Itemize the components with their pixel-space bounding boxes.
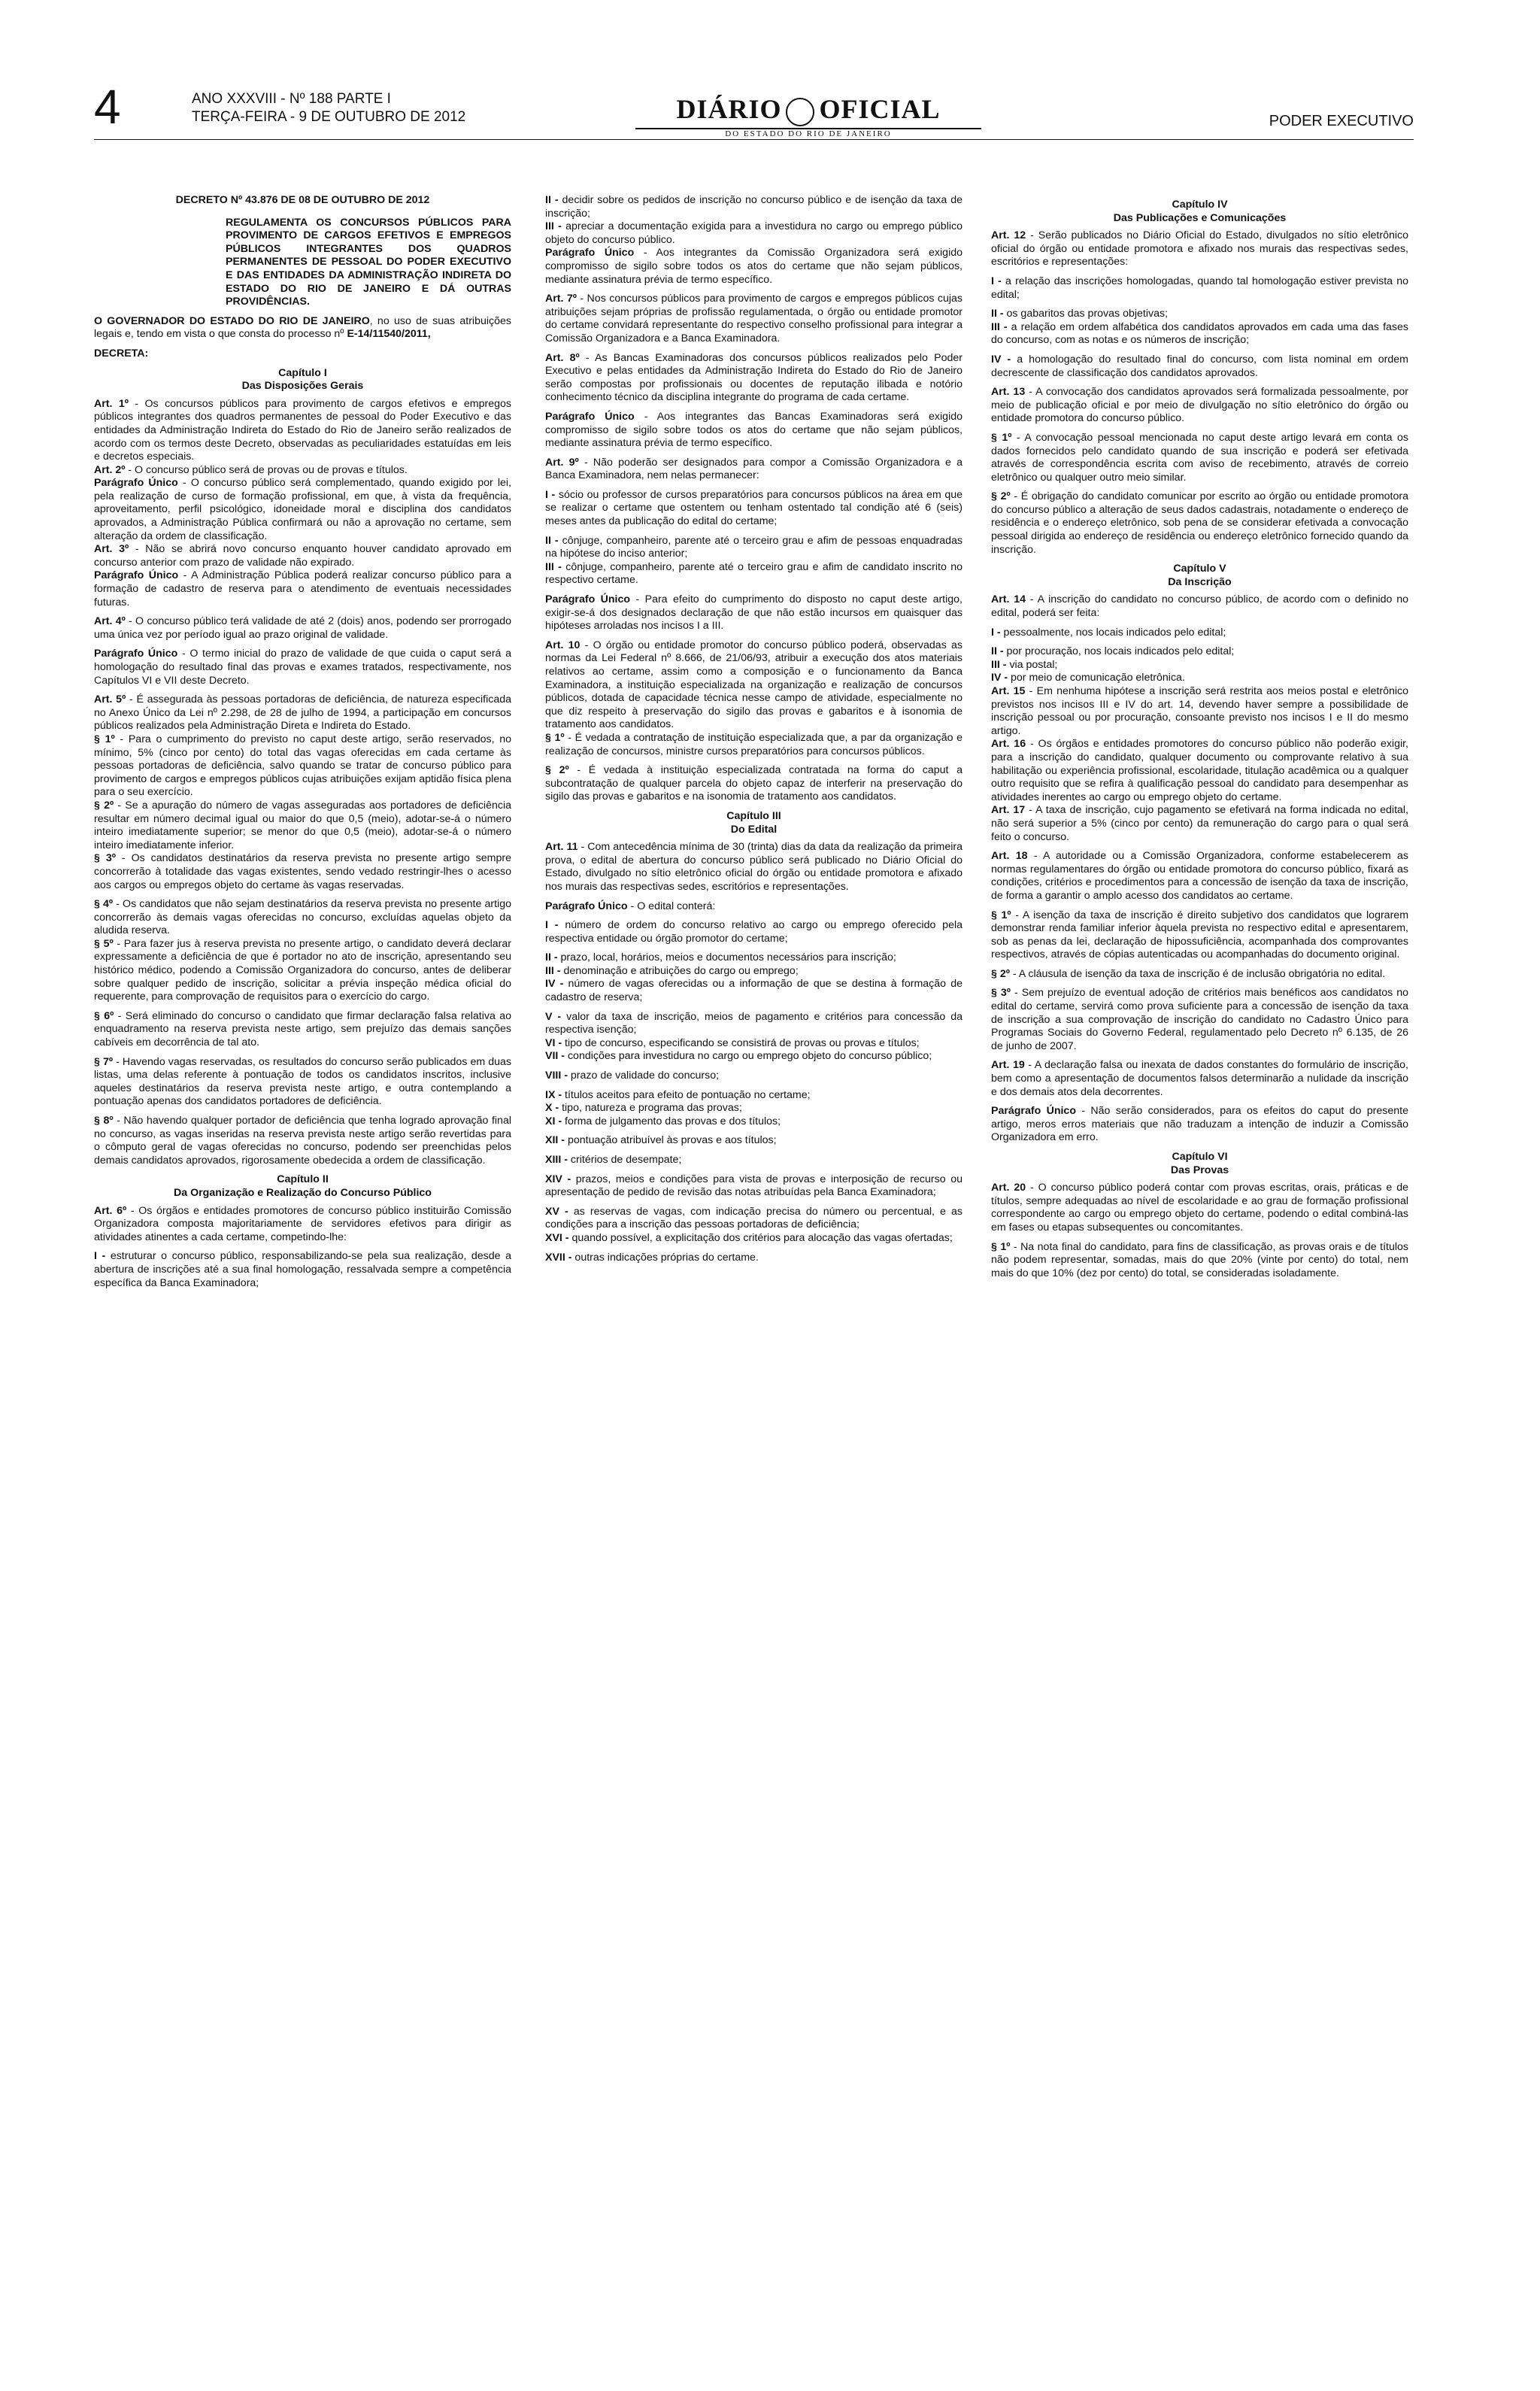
article: Art. 6º - Os órgãos e entidades promotores de concurso público instituirão Comissão Organizadora composta majoritariamente de servidores efetivos para dirigir as atividades atinentes a cada certame, competindo-lhe: xyxy=(94,1204,511,1243)
paragraph: § 1º - A isenção da taxa de inscrição é direito subjetivo dos candidatos que lograrem demonstrar renda familiar inferior àquela prevista no respectivo edital e apresentarem, sob as penas da lei, declaração de hipossuficiência, acompanhada dos comprovantes respectivos, através de cópias autenticadas ou acompanhadas do documento original. xyxy=(991,909,1409,961)
item: I - a relação das inscrições homologadas, quando tal homologação estiver prevista no edital; xyxy=(991,275,1408,301)
paragraph: § 2º - É obrigação do candidato comunicar por escrito ao órgão ou entidade promotora do concurso público a alteração de seus dados cadastrais, notadamente o endereço de residência e o endereço eletrônico, sob pena de se considerar efetivada a convocação pessoal dirigida ao endereço de residência ou endereço eletrônico fornecido quando da inscrição. xyxy=(991,490,1408,556)
paragraph: § 5º - Para fazer jus à reserva prevista no presente artigo, o candidato deverá declarar expressamente a deficiência de que é portador no ato de inscrição, apresentando seu histórico médico, podendo a Comissão Organizadora do concurso, antes de deliberar sobre qualquer pedido de inscrição, solicitar a prévia inspeção médica oficial do requerente, para comprovação de requisitos para o exercício do cargo. xyxy=(94,937,511,1003)
item: XIV - prazos, meios e condições para vista de provas e interposição de recurso ou apresentação de pedido de revisão das notas atribuídas pela Banca Examinadora; xyxy=(545,1173,962,1199)
article: Art. 8º - As Bancas Examinadoras dos concursos públicos realizados pelo Poder Executivo e pelas entidades da Administração Indireta do Estado do Rio de Janeiro serão compostas por profissionais ou docentes de reputação ilibada e notório conhecimento técnico da disciplina integrante do programa de cada certame. xyxy=(545,351,962,404)
chapter-heading: Capítulo IV Das Publicações e Comunicações xyxy=(1113,199,1287,224)
paragraph: Parágrafo Único - O edital conterá: xyxy=(545,900,716,912)
state-seal-icon xyxy=(786,98,814,126)
article: Art. 20 - O concurso público poderá contar com provas escritas, orais, práticas e de títulos, sempre adequadas ao nível de escolaridade e ao grau de formação profissional correspondente ao cargo ou emprego objeto do certame, podendo o edital combiná-las em fases ou etapas subsequentes ou concomitantes. xyxy=(991,1182,1409,1233)
column-2 xyxy=(545,194,962,1270)
article: Art. 12 - Serão publicados no Diário Oficial do Estado, divulgados no sítio eletrônico oficial do órgão ou entidade promotora e afixado nos murais das respectivas sedes, escritórios e representações: xyxy=(991,229,1409,269)
section-name: PODER EXECUTIVO xyxy=(1269,113,1414,129)
paragraph: § 3º - Sem prejuízo de eventual adoção de critérios mais benéficos aos candidatos no edital do certame, servirá como prova suficiente para a concessão de isenção da taxa de inscrição a sua comprovação de inscrição do candidato no Cadastro Único para Programas Sociais do Governo Federal, regulamentado pelo Decreto nº 6.135, de 26 de junho de 2007. xyxy=(991,987,1408,1052)
item: XVI - quando possível, a explicitação dos critérios para alocação das vagas ofertadas; xyxy=(545,1231,953,1244)
item: IV - por meio de comunicação eletrônica. xyxy=(991,672,1185,684)
item: XVII - outras indicações próprias do certame. xyxy=(545,1251,759,1264)
article: Art. 15 - Em nenhuma hipótese a inscrição será restrita aos meios postal e eletrônico previstos nos incisos III e IV do art. 14, devendo haver sempre a possibilidade de inscrição pessoal ou por procuração, consoante previsto nos incisos I e II do mesmo artigo. xyxy=(991,685,1409,737)
paragraph: Parágrafo Único - Não serão considerados, para os efeitos do caput do presente artigo, meros erros materiais que não traduzam a intenção de induzir a Comissão Organizadora em erro. xyxy=(991,1105,1409,1144)
item: I - estruturar o concurso público, responsabilizando-se pela sua realização, desde a abertura de inscrições até a sua final homologação, ressalvada sempre a competência específica da Banca Examinadora; xyxy=(94,1250,512,1289)
item: V - valor da taxa de inscrição, meios de pagamento e critérios para concessão da respectiva isenção; xyxy=(545,1010,962,1036)
item: IV - a homologação do resultado final do concurso, com lista nominal em ordem decrescente de classificação dos candidatos aprovados. xyxy=(991,353,1408,379)
item: II - os gabaritos das provas objetivas; xyxy=(991,308,1169,320)
item: I - pessoalmente, nos locais indicados pelo edital; xyxy=(991,626,1226,639)
paragraph: § 7º - Havendo vagas reservadas, os resultados do concurso serão publicados em duas listas, uma delas referente à pontuação de todos os candidatos inscritos, inclusive aqueles destinatários da reserva prevista neste artigo, e outra contemplando a pontuação apenas dos candidatos portadores de deficiência. xyxy=(94,1055,512,1108)
item: II - decidir sobre os pedidos de inscrição no concurso público e de isenção da taxa de inscrição; xyxy=(545,194,962,220)
decree-title: DECRETO Nº 43.876 DE 08 DE OUTUBRO DE 2012 xyxy=(175,194,430,206)
item: II - cônjuge, companheiro, parente até o terceiro grau e afim de pessoas enquadradas na hipótese do inciso anterior; xyxy=(545,534,962,560)
item: III - a relação em ordem alfabética dos candidatos aprovados em cada uma das fases do concurso, com as notas e os números de inscrição; xyxy=(991,320,1408,347)
paragraph: Parágrafo Único - A Administração Pública poderá realizar concurso público para a formação de cadastro de reserva para o atendimento de eventuais necessidades futuras. xyxy=(94,569,511,608)
page-number: 4 xyxy=(94,80,121,134)
paragraph: § 2º - Se a apuração do número de vagas asseguradas aos portadores de deficiência resultar em número decimal igual ou maior do que 0,5 (meio), adotar-se-á o número inteiro imediatamente superior; se menor do que 0,5 (meio), adotar-se-á o número inteiro imediatamente inferior. xyxy=(94,799,512,851)
article: Art. 11 - Com antecedência mínima de 30 (trinta) dias da data da realização da primeira prova, o edital de abertura do concurso público será publicado no Diário Oficial do Estado, divulgado no sítio eletrônico oficial do órgão ou entidade promotora e afixado nos murais das respectivas sedes, escritórios e representações. xyxy=(545,841,962,893)
article: Art. 18 - A autoridade ou a Comissão Organizadora, conforme estabelecerem as normas regulamentares do órgão ou entidade promotora do concurso público, fixará as condições, critérios e procedimentos para a concessão de isenção da taxa de inscrição, de forma a garantir o amplo acesso dos candidatos ao certame. xyxy=(991,850,1409,902)
issue-line: ANO XXXVIII - Nº 188 PARTE I xyxy=(192,91,391,107)
paragraph: § 1º - A convocação pessoal mencionada no caput deste artigo levará em conta os dados fornecidos pelo candidato quando de sua inscrição e poderá ser efetivada através de correspondência escrita com aviso de recebimento, através de correio eletrônico ou qualquer outro meio similar. xyxy=(991,431,1408,484)
paragraph: Parágrafo Único - Aos integrantes das Bancas Examinadoras será exigido compromisso de sigilo sobre todos os atos do certame que não sejam públicos, mediante assinatura prévia de termo específico. xyxy=(545,410,962,450)
date-line: TERÇA-FEIRA - 9 DE OUTUBRO DE 2012 xyxy=(192,109,466,125)
article: Art. 5º - É assegurada às pessoas portadoras de deficiência, de natureza especificada no Anexo Único da Lei nº 2.298, de 28 de julho de 1994, a participação em concursos públicos realizados pela Administração Direta e Indireta do Estado. xyxy=(94,693,511,733)
decree-summary: REGULAMENTA OS CONCURSOS PÚBLICOS PARA PROVIMENTO DE CARGOS EFETIVOS E EMPREGOS PÚBLICOS INTEGRANTES DOS QUADROS PERMANENTES DE PESSOAL DO PODER EXECUTIVO E DAS ENTIDADES DA ADMINISTRAÇÃO INDIRETA DO ESTADO DO RIO DE JANEIRO E DÁ OUTRAS PROVIDÊNCIAS. xyxy=(226,216,511,308)
item: I - sócio ou professor de cursos preparatórios para concursos públicos na área em que se realizar o certame que ostentem ou tenham ostentado tal condição até 6 (seis) meses antes da publicação do edital do certame; xyxy=(545,488,962,528)
item: III - via postal; xyxy=(991,658,1058,671)
logo-subtitle: DO ESTADO DO RIO DE JANEIRO xyxy=(635,128,981,138)
chapter-heading: Capítulo III Do Edital xyxy=(726,809,781,836)
article: Art. 19 - A declaração falsa ou inexata de dados constantes do formulário de inscrição, bem como a apresentação de documentos falsos determinarão a nulidade da inscrição e dos demais atos dela decorrentes. xyxy=(991,1059,1408,1098)
article: Art. 4º - O concurso público terá validade de até 2 (dois) anos, podendo ser prorrogado uma única vez por período igual ao prazo original de validade. xyxy=(94,615,511,641)
item: VII - condições para investidura no cargo ou emprego objeto do concurso público; xyxy=(545,1050,932,1063)
article: Art. 7º - Nos concursos públicos para provimento de cargos e empregos públicos cujas atribuições sejam próprias de profissão regulamentada, o órgão ou entidade promotor do certame convidará representante do respectivo conselho profissional para integrar a Comissão Organizadora e a Banca Examinadora. xyxy=(545,293,962,344)
article: Art. 10 - O órgão ou entidade promotor do concurso público poderá, observadas as normas da Lei Federal nº 8.666, de 21/06/93, atribuir a execução dos atos materiais relativos ao certame, assim como a composição e o funcionamento da Banca Examinadora, a instituição especializada na organização e realização de concursos públicos, dotada de capacidade técnica nesse campo de atividade, especialmente no que diz respeito à preservação do sigilo das provas e gabaritos e à isonomia de tratamento aos candidatos. xyxy=(545,639,963,731)
item: X - tipo, natureza e programa das provas; xyxy=(545,1102,742,1115)
paragraph: § 4º - Os candidatos que não sejam destinatários da reserva prevista no presente artigo concorrerão às demais vagas oferecidas no concurso, excluídas aquelas objeto da aludida reserva. xyxy=(94,898,511,937)
article: Art. 17 - A taxa de inscrição, cujo pagamento se efetivará na forma indicada no edital, não será superior a 5% (cinco por cento) da remuneração do cargo para o qual será feito o concurso. xyxy=(991,804,1409,843)
paragraph: § 3º - Os candidatos destinatários da reserva prevista no presente artigo sempre concorrerão à totalidade das vagas existentes, sendo vedado restringir-lhes o acesso aos cargos ou empregos objeto do certame às vagas reservadas. xyxy=(94,852,512,891)
article: Art. 2º - O concurso público será de provas ou de provas e títulos. xyxy=(94,463,408,476)
article: Art. 3º - Não se abrirá novo concurso enquanto houver candidato aprovado em concurso anterior com prazo de validade não expirado. xyxy=(94,543,512,569)
item: VIII - prazo de validade do concurso; xyxy=(545,1070,720,1082)
paragraph: Parágrafo Único - Para efeito do cumprimento do disposto no caput deste artigo, exigir-se-á dos designados declaração de que não estão incursos em quaisquer das hipóteses arroladas nos incisos I a III. xyxy=(545,593,962,633)
item: IX - títulos aceitos para efeito de pontuação no certame; xyxy=(545,1088,811,1101)
issue-info xyxy=(192,90,465,126)
chapter-heading: Capítulo II Da Organização e Realização do Concurso Público xyxy=(174,1173,432,1199)
article: Art. 14 - A inscrição do candidato no concurso público, de acordo com o definido no edital, poderá ser feita: xyxy=(991,593,1409,620)
article: Art. 9º - Não poderão ser designados para compor a Comissão Organizadora e a Banca Examinadora, nem nelas permanecer: xyxy=(545,456,962,482)
paragraph: § 6º - Será eliminado do concurso o candidato que firmar declaração falsa relativa ao enquadramento na reserva prevista neste artigo, sem prejuízo das demais sanções cabíveis em decorrência de tal ato. xyxy=(94,1009,511,1049)
item: III - apreciar a documentação exigida para a investidura no cargo ou emprego público objeto do concurso público. xyxy=(545,220,962,246)
paragraph: § 1º - Para o cumprimento do previsto no caput deste artigo, serão reservados, no mínimo, 5% (cinco por cento) do total das vagas oferecidas em cada certame às pessoas portadoras de deficiência, salvo quando se tratar de concurso público para provimento de cargos e empregos públicos cujas atribuições exijam aptidão física plena para o seu exercício. xyxy=(94,733,512,799)
chapter-heading: Capítulo VI Das Provas xyxy=(1170,1151,1229,1176)
paragraph: § 1º - Na nota final do candidato, para fins de classificação, as provas orais e de títulos não podem representar, somadas, mais do que 20% (vinte por cento) do total, nem mais do que 10% (dez por cento) do total, se consideradas isoladamente. xyxy=(991,1240,1408,1279)
item: III - cônjuge, companheiro, parente até o terceiro grau e afim de candidato inscrito no respectivo certame. xyxy=(545,560,962,587)
item: XII - pontuação atribuível às provas e aos títulos; xyxy=(545,1134,777,1147)
article: Art. 1º - Os concursos públicos para provimento de cargos efetivos e empregos públicos integrantes dos quadros permanentes de pessoal do Poder Executivo e das entidades da Administração Indireta do Estado do Rio de Janeiro serão realizados de acordo com os termos deste Decreto, observadas as peculiaridades estatuídas em leis e decretos especiais. xyxy=(94,397,511,463)
column-1 xyxy=(94,194,511,1296)
paragraph: Parágrafo Único - O concurso público será complementado, quando exigido por lei, pela realização de curso de formação profissional, em que, à vista da frequência, aproveitamento, perfil psicológico, idoneidade moral e disciplina dos candidatos aprovados, a Administração Pública confirmará ou não a aprovação no certame, sem alteração da ordem de classificação. xyxy=(94,477,511,542)
decreta: DECRETA: xyxy=(94,347,149,360)
item: IV - número de vagas oferecidas ou a informação de que se destina à formação de cadastro de reserva; xyxy=(545,978,962,1004)
item: XI - forma de julgamento das provas e dos títulos; xyxy=(545,1115,781,1127)
header-rule xyxy=(94,139,1414,140)
paragraph: § 2º - A cláusula de isenção da taxa de inscrição é de inclusão obrigatória no edital. xyxy=(991,967,1386,980)
item: II - por procuração, nos locais indicados pelo edital; xyxy=(991,645,1235,658)
chapter-heading: Capítulo I Das Disposições Gerais xyxy=(241,366,364,393)
column-3 xyxy=(991,194,1408,1286)
paragraph: Parágrafo Único - Aos integrantes da Comissão Organizadora será exigido compromisso de sigilo sobre todos os atos do certame que não sejam públicos, mediante assinatura prévia de termo específico. xyxy=(545,247,962,286)
article: Art. 13 - A convocação dos candidatos aprovados será formalizada pessoalmente, por meio de publicação oficial e por meio de divulgação no sítio eletrônico do órgão ou entidade promotora do concurso público. xyxy=(991,386,1408,425)
paragraph: Parágrafo Único - O termo inicial do prazo de validade de que cuida o caput será a homologação do resultado final das provas e exames tratados, respectivamente, nos Capítulos VI e VII deste Decreto. xyxy=(94,648,511,687)
item: XV - as reservas de vagas, com indicação precisa do número ou percentual, e as condições para a inscrição das pessoas portadoras de deficiência; xyxy=(545,1205,962,1231)
logo-left-word: DIÁRIO xyxy=(676,94,782,124)
item: I - número de ordem do concurso relativo ao cargo ou emprego oferecido pela respectiva entidade ou órgão promotor do certame; xyxy=(545,919,963,945)
logo-right-word: OFICIAL xyxy=(819,94,941,124)
masthead-logo xyxy=(635,93,981,138)
paragraph: § 1º - É vedada a contratação de instituição especializada que, a par da organização e realização de concursos, ministre cursos preparatórios para concursos públicos. xyxy=(545,731,962,757)
preamble: O GOVERNADOR DO ESTADO DO RIO DE JANEIRO, no uso de suas atribuições legais e, tendo em vista o que consta do processo nº E-14/11540/2011, xyxy=(94,314,511,341)
item: III - denominação e atribuições do cargo ou emprego; xyxy=(545,964,799,977)
chapter-heading: Capítulo V Da Inscrição xyxy=(1168,563,1232,588)
item: II - prazo, local, horários, meios e documentos necessários para inscrição; xyxy=(545,951,896,964)
item: VI - tipo de concurso, especificando se consistirá de provas ou provas e títulos; xyxy=(545,1036,920,1049)
item: XIII - critérios de desempate; xyxy=(545,1154,682,1166)
paragraph: § 2º - É vedada à instituição especializada contratada na forma do caput a subcontratação de qualquer parcela do objeto capaz de interferir na preservação do sigilo das provas e gabaritos e na isonomia de tratamento aos candidatos. xyxy=(545,764,963,803)
article: Art. 16 - Os órgãos e entidades promotores do concurso público não poderão exigir, para a inscrição do candidato, qualquer documento ou comprovante relativo à sua habilitação ou experiência profissional, escolaridade, titulação acadêmica ou a qualquer outro requisito que se refira à qualificação pessoal do candidato para desempenhar as atividades inerentes ao cargo ou emprego objeto do certame. xyxy=(991,738,1409,803)
page-header xyxy=(94,80,1414,139)
paragraph: § 8º - Não havendo qualquer portador de deficiência que tenha logrado aprovação final no concurso, as vagas inseridas na reserva prevista neste artigo serão revertidas para o cômputo geral de vagas oferecidas no concurso, podendo ser preenchidas pelos demais candidatos aprovados, rigorosamente obedecida a ordem de classificação. xyxy=(94,1115,511,1167)
